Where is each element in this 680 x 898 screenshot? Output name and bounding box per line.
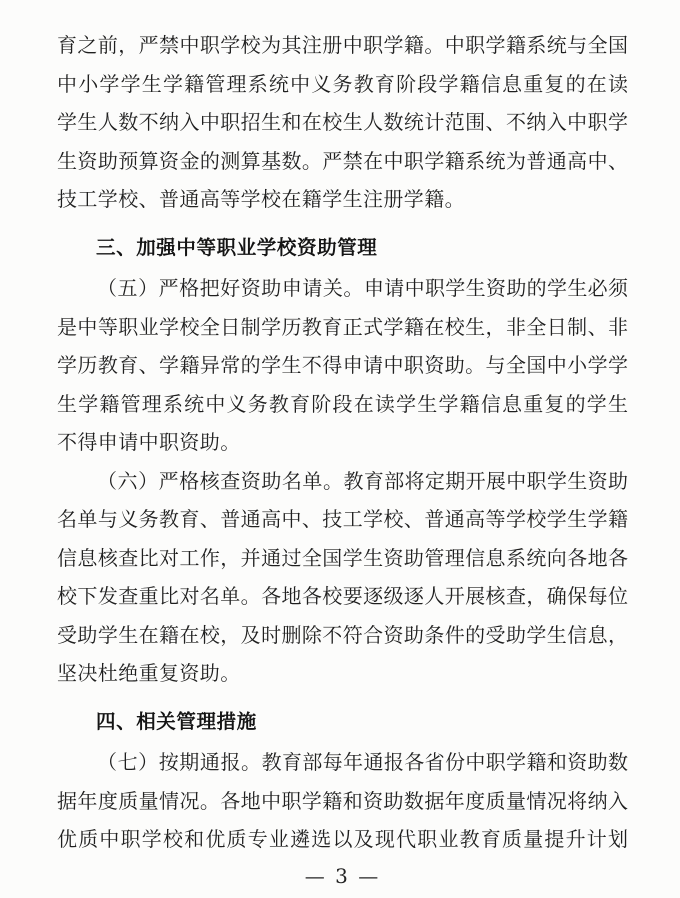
text-line: （五）严格把好资助申请关。申请中职学生资助的学生必须 xyxy=(97,276,628,300)
text-line: 中小学学生学籍管理系统中义务教育阶段学籍信息重复的在读 xyxy=(57,71,628,96)
text-line: 育之前，严禁中职学校为其注册中职学籍。中职学籍系统与全国 xyxy=(57,33,628,57)
text-line: 学生人数不纳入中职招生和在校生人数统计范围、不纳入中职学 xyxy=(57,110,628,134)
text-line: 据年度质量情况。各地中职学籍和资助数据年度质量情况将纳入 xyxy=(57,788,628,813)
text-line: 受助学生在籍在校，及时删除不符合资助条件的受助学生信息， xyxy=(57,622,628,647)
text-line: 是中等职业学校全日制学历教育正式学籍在校生，非全日制、非 xyxy=(57,314,628,339)
text-line: （七）按期通报。教育部每年通报各省份中职学籍和资助数 xyxy=(97,750,628,774)
text-line: 学历教育、学籍异常的学生不得申请中职资助。与全国中小学学 xyxy=(57,353,628,377)
paragraph-lead: （六）严格核查资助名单。 xyxy=(97,468,344,493)
text-line: 技工学校、普通高等学校在籍学生注册学籍。 xyxy=(57,187,465,211)
paragraph-lead: （七）按期通报。 xyxy=(97,750,262,774)
document-body xyxy=(57,26,628,859)
text-line: 优质中职学校和优质专业遴选以及现代职业教育质量提升计划 xyxy=(57,827,628,851)
paragraph-lead: （五）严格把好资助申请关。 xyxy=(97,276,364,300)
text-line: 不得申请中职资助。 xyxy=(57,430,241,454)
text-line: 坚决杜绝重复资助。 xyxy=(57,661,241,685)
text-line: （六）严格核查资助名单。教育部将定期开展中职学生资助 xyxy=(97,468,628,493)
text-line: 信息核查比对工作，并通过全国学生资助管理信息系统向各地各 xyxy=(57,545,628,570)
text-line: 校下发查重比对名单。各地各校要逐级逐人开展核查，确保每位 xyxy=(57,584,628,608)
text-line: 名单与义务教育、普通高中、技工学校、普通高等学校学生学籍 xyxy=(57,507,628,531)
section-heading: 三、加强中等职业学校资助管理 xyxy=(96,236,378,259)
page-number: — 3 — xyxy=(304,863,381,888)
text-line: 生学籍管理系统中义务教育阶段在读学生学籍信息重复的学生 xyxy=(57,391,628,416)
text-line: 生资助预算资金的测算基数。严禁在中职学籍系统为普通高中、 xyxy=(57,148,628,173)
section-heading: 四、相关管理措施 xyxy=(96,710,257,733)
